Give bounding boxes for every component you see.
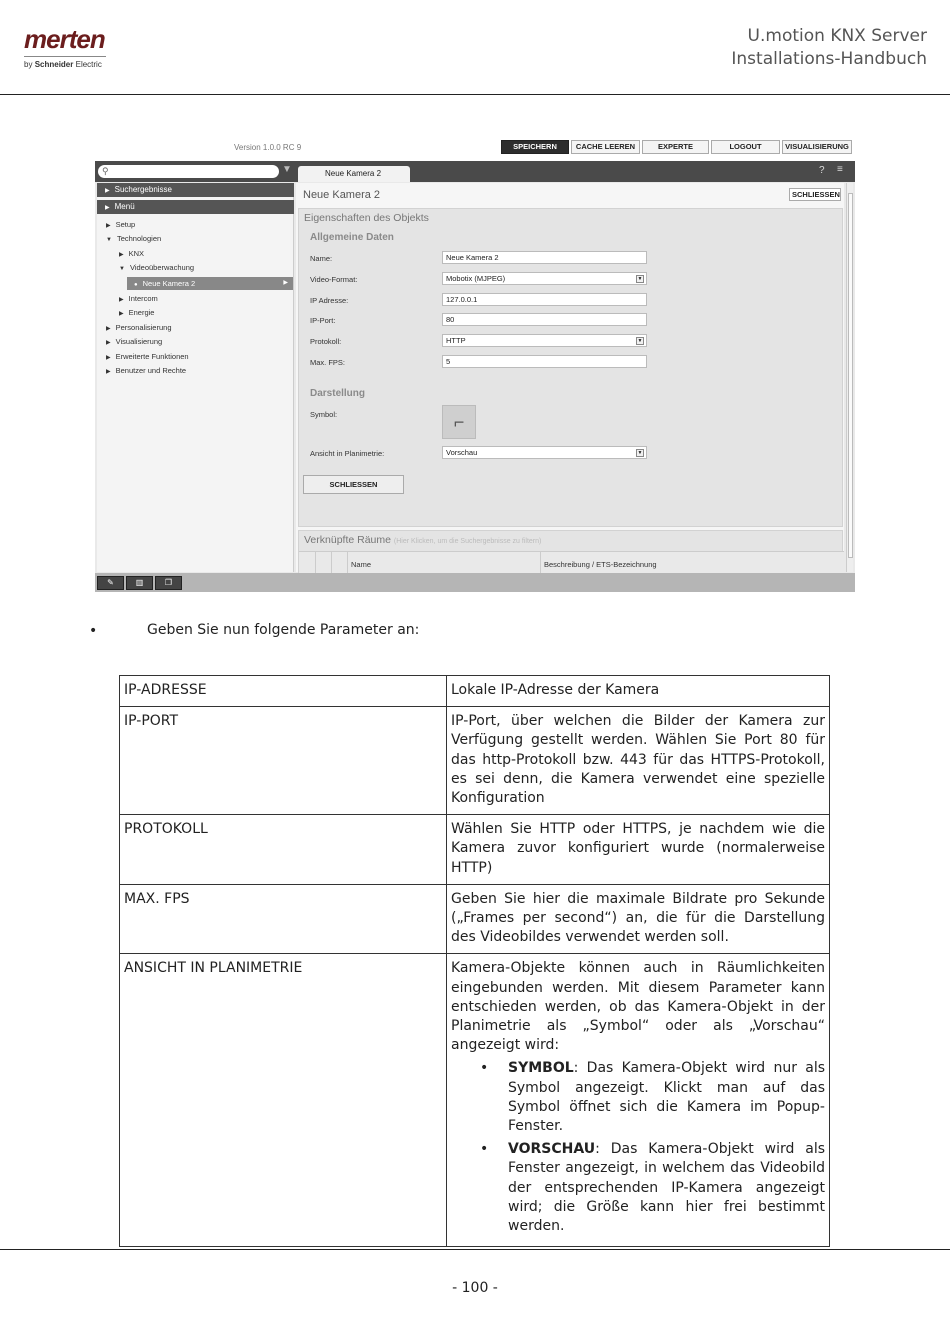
logout-button[interactable]: LOGOUT: [711, 140, 780, 154]
sidebar-item-personalisierung[interactable]: [106, 323, 172, 332]
linked-rooms-label: Verknüpfte Räume: [304, 534, 391, 546]
sidebar-item-erweiterte-funktionen[interactable]: [106, 352, 189, 361]
linked-rooms-hint: (Hier Klicken, um die Suchergebnisse zu filtern): [393, 538, 542, 545]
save-button[interactable]: SPEICHERN: [501, 140, 569, 154]
object-editor: [296, 183, 844, 572]
sidebar-item-label: Intercom: [128, 294, 158, 303]
table-row: [120, 676, 830, 707]
sidebar-search-results[interactable]: [97, 183, 294, 197]
radio-dot-icon: ●: [134, 282, 138, 288]
display-title: Darstellung: [310, 388, 366, 399]
option-text: : Das Kamera-Objekt wird nur als Symbol angezeigt. Klickt man auf das Symbol öffnet sich die Kamera im Popup-Fenster.: [508, 1060, 825, 1135]
param-name: IP-PORT: [120, 707, 447, 815]
column-divider: [540, 552, 541, 575]
close-button[interactable]: SCHLIESSEN: [303, 475, 404, 494]
ip-address-field[interactable]: 127.0.0.1: [442, 293, 647, 306]
list-item: [451, 1140, 825, 1236]
planimetry-view-select[interactable]: [442, 446, 647, 459]
option-term: SYMBOL: [508, 1060, 574, 1077]
visualization-button[interactable]: VISUALISIERUNG: [782, 140, 852, 154]
chevron-right-icon: ▶: [106, 223, 111, 229]
symbol-label: Symbol:: [310, 410, 338, 419]
clear-cache-button[interactable]: CACHE LEEREN: [571, 140, 640, 154]
max-fps-label: Max. FPS:: [310, 358, 346, 367]
table-row: [120, 954, 830, 1247]
scrollbar-thumb[interactable]: [848, 193, 853, 558]
app-toolbar: [95, 161, 855, 182]
document-title-line2: Installations-Handbuch: [731, 49, 927, 69]
logo-electric: Electric: [75, 60, 102, 69]
document-title: [731, 25, 927, 71]
sidebar-item-label: Technologien: [116, 234, 162, 243]
chevron-down-icon: ▼: [637, 276, 643, 282]
logo-wordmark: merten: [24, 24, 105, 54]
chevron-right-icon: ▶: [106, 326, 111, 332]
sidebar-search-results-label: Suchergebnisse: [114, 185, 172, 194]
chevron-down-icon: ▼: [637, 450, 643, 456]
table-row: [120, 884, 830, 954]
protocol-label: Protokoll:: [310, 337, 342, 346]
param-description-cell: [447, 954, 830, 1247]
sidebar-item-label: Personalisierung: [115, 323, 172, 332]
video-format-label: Video-Format:: [310, 275, 358, 284]
chevron-down-icon: ▼: [119, 266, 125, 272]
merten-logo: [24, 24, 134, 69]
close-button-top[interactable]: SCHLIESSEN: [789, 188, 841, 201]
name-field[interactable]: Neue Kamera 2: [442, 251, 647, 264]
table-row: [120, 707, 830, 815]
param-description: Kamera-Objekte können auch in Räumlichkeiten eingebunden werden. Mit diesem Parameter kann entschieden werden, ob das Kamera-Objekt in der Planimetrie als „Symbol“ oder als „Vorschau“ angezeigt wird:: [451, 960, 825, 1054]
option-term: VORSCHAU: [508, 1141, 596, 1158]
chevron-right-icon: ▶: [119, 311, 124, 317]
name-label: Name:: [310, 254, 333, 263]
chevron-right-icon: ▶: [283, 280, 288, 286]
sidebar-item-label: Energie: [128, 308, 155, 317]
general-data-title: Allgemeine Daten: [310, 232, 394, 243]
param-name: ANSICHT IN PLANIMETRIE: [120, 954, 447, 1247]
logo-brand: Schneider: [34, 60, 74, 69]
table-row: [120, 815, 830, 885]
sidebar-item-knx[interactable]: [119, 249, 144, 258]
max-fps-field[interactable]: 5: [442, 355, 647, 368]
properties-title: Eigenschaften des Objekts: [304, 212, 429, 224]
option-list: [451, 1059, 825, 1236]
search-input[interactable]: [98, 165, 279, 178]
ip-port-field[interactable]: 80: [442, 313, 647, 326]
camera-symbol-icon[interactable]: ⌐: [442, 405, 476, 439]
chevron-right-icon: ▶: [105, 205, 110, 211]
ip-port-label: IP-Port:: [310, 316, 336, 325]
sidebar-item-setup[interactable]: [106, 220, 135, 229]
expert-button[interactable]: EXPERTE: [642, 140, 709, 154]
logo-by: by: [24, 60, 33, 69]
linked-rooms-table-header: [299, 551, 844, 574]
trash-icon[interactable]: ▥: [126, 576, 153, 590]
parameter-table: [119, 675, 830, 1247]
logo-byline: [24, 60, 134, 69]
bullet-icon: •: [480, 1060, 489, 1077]
filter-icon[interactable]: ▼: [282, 164, 292, 175]
help-icon[interactable]: ?: [819, 165, 825, 176]
document-title-line1: U.motion KNX Server: [747, 26, 927, 46]
footer-rule: [0, 1249, 950, 1250]
copy-icon[interactable]: ❐: [155, 576, 182, 590]
chevron-right-icon: ▶: [106, 340, 111, 346]
ip-address-label: IP Adresse:: [310, 296, 349, 305]
editor-title: Neue Kamera 2: [303, 189, 381, 201]
chevron-down-icon: ▼: [106, 237, 112, 243]
sidebar-item-label: Benutzer und Rechte: [115, 366, 187, 375]
param-description: Wählen Sie HTTP oder HTTPS, je nachdem wie die Kamera zuvor konfiguriert wurde (normalerweise HTTP): [447, 815, 830, 885]
column-divider: [315, 552, 316, 575]
bullet-icon: •: [480, 1141, 489, 1158]
column-header-name[interactable]: Name: [351, 560, 372, 569]
sidebar-item-intercom[interactable]: [119, 294, 158, 303]
option-text: : Das Kamera-Objekt wird als Fenster angezeigt, in welchem das Videobild der entsprechenden IP-Kamera angezeigt wird; die Größe kann hier frei bestimmt werden.: [508, 1141, 825, 1235]
column-header-description[interactable]: Beschreibung / ETS-Bezeichnung: [544, 560, 657, 569]
planimetry-view-label: Ansicht in Planimetrie:: [310, 449, 385, 458]
sidebar-item-label: Neue Kamera 2: [142, 279, 196, 288]
chevron-right-icon: ▶: [106, 355, 111, 361]
scrollbar[interactable]: [846, 183, 853, 572]
list-item: [451, 1059, 825, 1136]
param-description: Geben Sie hier die maximale Bildrate pro Sekunde („Frames per second“) an, die für die Darstellung des Videobildes verwendet werden soll.: [447, 884, 830, 954]
sidebar-menu-label: Menü: [114, 202, 135, 211]
param-description: IP-Port, über welchen die Bilder der Kamera zur Verfügung gestellt werden. Wählen Sie Port 80 für das http-Protokoll bzw. 443 für das HTTPS-Protokoll, es sei denn, die Kamera verwendet eine spezielle Konfiguration: [447, 707, 830, 815]
linked-rooms-title[interactable]: [304, 534, 541, 546]
menu-icon[interactable]: ≡: [837, 164, 843, 175]
chevron-right-icon: ▶: [105, 188, 110, 194]
param-name: PROTOKOLL: [120, 815, 447, 885]
sidebar-item-benutzer-und-rechte[interactable]: [106, 366, 186, 375]
sidebar-item-label: Setup: [115, 220, 136, 229]
planimetry-view-value: Vorschau: [446, 448, 478, 457]
app-screenshot: [95, 137, 855, 592]
chevron-right-icon: ▶: [106, 369, 111, 375]
version-label: Version 1.0.0 RC 9: [234, 143, 302, 152]
column-divider: [347, 552, 348, 575]
chevron-down-icon: ▼: [637, 338, 643, 344]
sidebar: [97, 183, 294, 572]
protocol-select[interactable]: [442, 334, 647, 347]
sidebar-menu[interactable]: [97, 200, 294, 214]
sidebar-item-label: KNX: [128, 249, 145, 258]
bottom-toolbar: [95, 573, 855, 592]
sidebar-item-label: Erweiterte Funktionen: [115, 352, 189, 361]
param-description: Lokale IP-Adresse der Kamera: [447, 676, 830, 707]
app-window: [95, 161, 855, 592]
chevron-right-icon: ▶: [119, 252, 124, 258]
page-number: - 100 -: [452, 1280, 498, 1296]
logo-rule: [24, 56, 106, 57]
sidebar-item-technologien[interactable]: [106, 234, 161, 243]
param-name: IP-ADRESSE: [120, 676, 447, 707]
param-name: MAX. FPS: [120, 884, 447, 954]
video-format-select[interactable]: [442, 272, 647, 285]
sidebar-item-label: Visualisierung: [115, 337, 163, 346]
sidebar-item-energie[interactable]: [119, 308, 154, 317]
sidebar-item-neue-kamera-2[interactable]: [127, 277, 293, 290]
tab-neue-kamera-2[interactable]: Neue Kamera 2: [298, 166, 410, 182]
intro-text: Geben Sie nun folgende Parameter an:: [147, 622, 420, 638]
bullet-icon: •: [89, 623, 98, 639]
header-rule: [0, 94, 950, 95]
column-divider: [331, 552, 332, 575]
sidebar-item-visualisierung[interactable]: [106, 337, 162, 346]
properties-panel: [298, 208, 843, 527]
linked-rooms-panel: [298, 530, 843, 574]
protocol-value: HTTP: [446, 336, 466, 345]
sidebar-item-videoueberwachung[interactable]: [119, 263, 194, 272]
video-format-value: Mobotix (MJPEG): [446, 274, 506, 283]
search-icon: ⚲: [102, 166, 109, 176]
edit-icon[interactable]: ✎: [97, 576, 124, 590]
chevron-right-icon: ▶: [119, 297, 124, 303]
sidebar-item-label: Videoüberwachung: [129, 263, 195, 272]
